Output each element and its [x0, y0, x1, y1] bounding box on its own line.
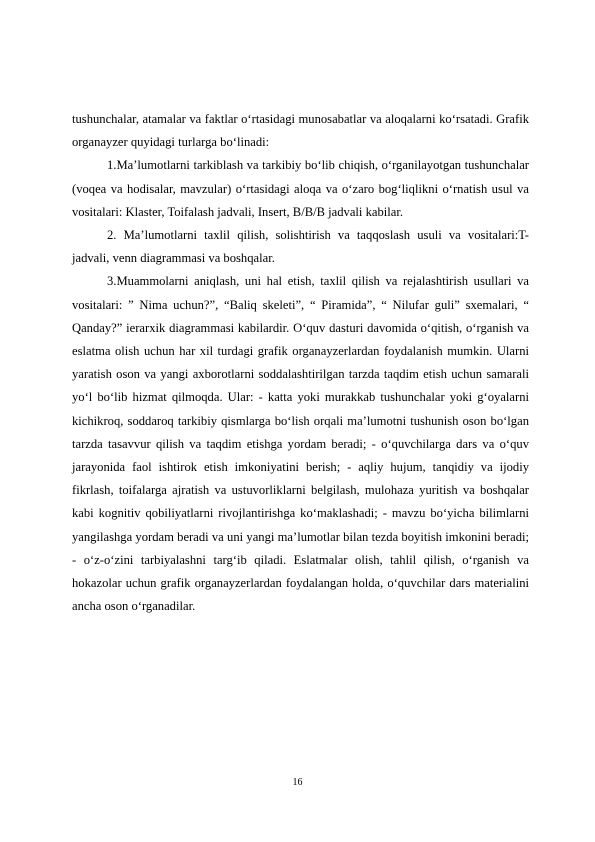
page-number: 16	[292, 777, 303, 788]
paragraph-item-3: 3.Muammolarni aniqlash, uni hal etish, taxlil qilish va rejalashtirish usullari va vositalari: ” Nima uchun?”, “Baliq skeleti”, “ Piramida”, “ Nilufar guli” sxemalari, “ Qanday?” ierarxik diagrammasi kabilardir. O‘quv dasturi davomida o‘qitish, o‘rganish va eslatma olish uchun har xil turdagi grafik organayzerlardan foydalanish mumkin. Ularni yaratish oson va yangi axborotlarni soddalashtirilgan tarzda taqdim etish uchun samarali yo‘l bo‘lib hizmat qilmoqda. Ular: - katta yoki murakkab tushunchalar yoki g‘oyalarni kichikroq, soddaroq tarkibiy qismlarga bo‘lish orqali ma’lumotni tushunish oson bo‘lgan tarzda tasavvur qilish va taqdim etishga yordam beradi; - o‘quvchilarga dars va o‘quv jarayonida faol ishtirok etish imkoniyatini berish; - aqliy hujum, tanqidiy va ijodiy fikrlash, toifalarga ajratish va ustuvorliklarni belgilash, mulohaza yuritish va boshqalar kabi kognitiv qobiliyatlarni rivojlantirishga ko‘maklashadi; - mavzu bo‘yicha bilimlarni yangilashga yordam beradi va uni yangi ma’lumotlar bilan tezda boyitish imkonini beradi; - o‘z-o‘zini tarbiyalashni targ‘ib qiladi. Eslatmalar olish, tahlil qilish, o‘rganish va hokazolar uchun grafik organayzerlardan foydalangan holda, o‘quvchilar dars materialini ancha oson o‘rganadilar.	[72, 274, 529, 614]
paragraph-item-2: 2. Ma’lumotlarni taxlil qilish, solishtirish va taqqoslash usuli va vositalari:T-jadvali, venn diagrammasi va boshqalar.	[72, 228, 529, 266]
document-body	[72, 108, 529, 618]
paragraph-item-1: 1.Ma’lumotlarni tarkiblash va tarkibiy bo‘lib chiqish, o‘rganilayotgan tushunchalar (voqea va hodisalar, mavzular) o‘rtasidagi aloqa va o‘zaro bog‘liqlikni o‘rnatish usul va vositalari: Klaster, Toifalash jadvali, Insert, B/B/B jadvali kabilar.	[72, 158, 529, 219]
paragraph-continuation: tushunchalar, atamalar va faktlar o‘rtasidagi munosabatlar va aloqalarni ko‘rsatadi. Grafik organayzer quyidagi turlarga bo‘linadi:	[72, 112, 529, 150]
